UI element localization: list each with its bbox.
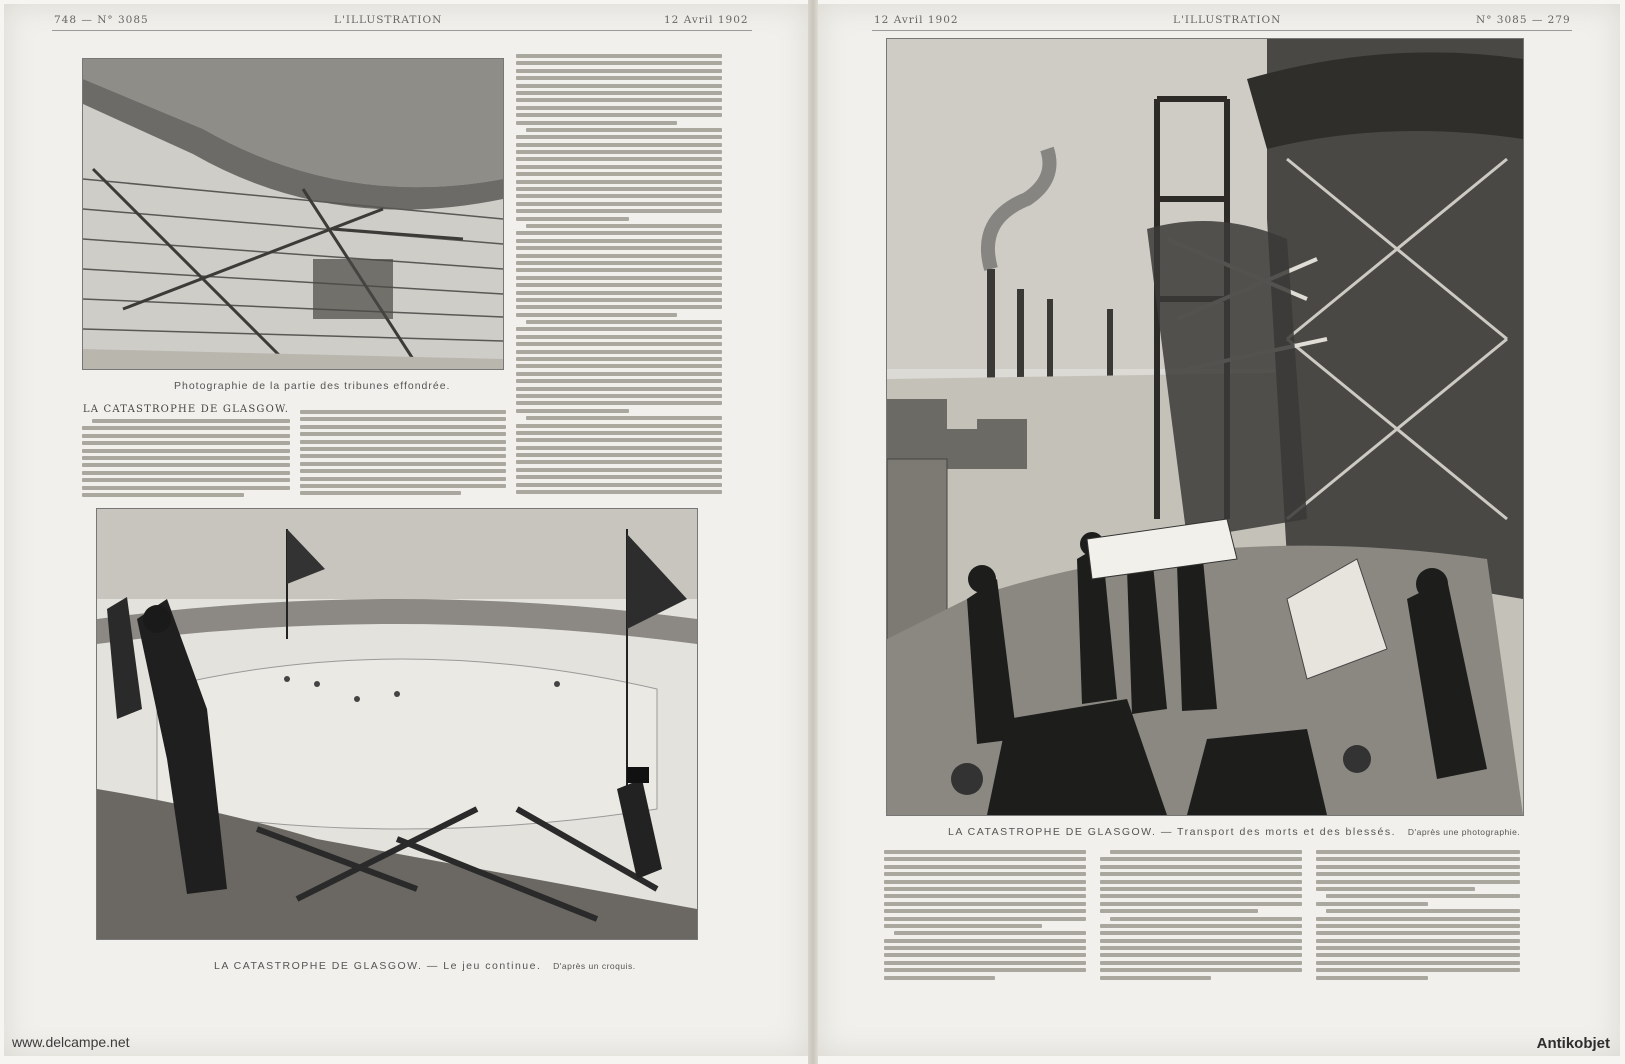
left-head-rule [52, 30, 752, 31]
left-masthead-title: L'ILLUSTRATION [334, 14, 443, 26]
large-engraving-caption [948, 826, 1520, 838]
right-head-rule [872, 30, 1572, 31]
article-column-middle [300, 410, 506, 502]
article-column-right-top [516, 54, 722, 494]
watermark-site: www.delcampe.net [12, 1034, 130, 1050]
right-article-column-2 [1100, 850, 1302, 1008]
right-page-date: 12 Avril 1902 [874, 14, 959, 26]
right-page-number: N° 3085 — 279 [1476, 14, 1571, 26]
left-page [4, 4, 808, 1056]
left-page-number: 748 — N° 3085 [54, 14, 149, 26]
left-page-date: 12 Avril 1902 [664, 14, 749, 26]
bottom-engraving-caption-main: LA CATASTROPHE DE GLASGOW. — Le jeu continue. [214, 960, 542, 972]
page-gutter [808, 0, 818, 1064]
bottom-engraving-caption-source: D'après un croquis. [553, 961, 636, 971]
article-column-left [82, 404, 290, 502]
right-masthead-title: L'ILLUSTRATION [1173, 14, 1282, 26]
bottom-engraving-caption [214, 960, 636, 972]
large-engraving-caption-main: LA CATASTROPHE DE GLASGOW. — Transport des morts et des blessés. [948, 826, 1397, 838]
game-continues-engraving [96, 508, 698, 940]
right-article-column-1 [884, 850, 1086, 1008]
watermark-brand: Antikobjet [1536, 1035, 1610, 1052]
right-article-column-3 [1316, 850, 1520, 1008]
right-page [818, 4, 1620, 1056]
large-engraving-caption-source: D'après une photographie. [1407, 827, 1521, 837]
transport-of-victims-engraving [886, 38, 1524, 816]
collapsed-stand-photo [82, 58, 504, 370]
article-heading: LA CATASTROPHE DE GLASGOW. [82, 404, 290, 415]
photo-caption: Photographie de la partie des tribunes effondrée. [174, 380, 451, 392]
